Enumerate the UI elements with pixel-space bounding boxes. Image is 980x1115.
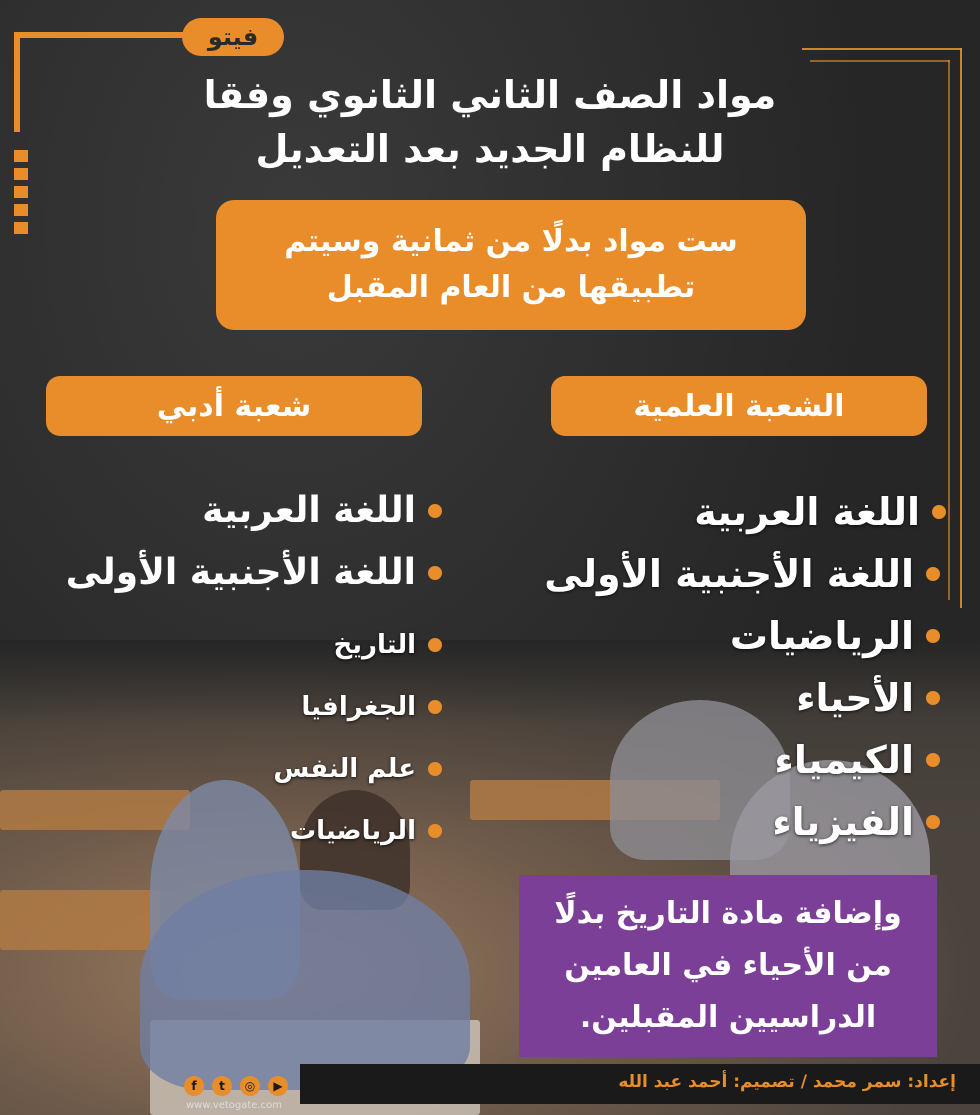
- subject-label: اللغة الأجنبية الأولى: [65, 552, 416, 593]
- frame-accent-top: [14, 32, 184, 38]
- bullet-icon: [926, 815, 940, 829]
- list-item: [730, 614, 940, 658]
- logo-text: فيتو: [207, 23, 259, 51]
- title-line-2: للنظام الجديد بعد التعديل: [255, 127, 725, 171]
- social-icons: [184, 1076, 288, 1096]
- bullet-icon: [926, 753, 940, 767]
- note-box: [519, 875, 937, 1057]
- bullet-icon: [926, 691, 940, 705]
- frame-dash: [14, 168, 28, 180]
- list-item: [333, 630, 442, 660]
- bullet-icon: [428, 762, 442, 776]
- list-item: [694, 490, 946, 534]
- frame-dash: [14, 150, 28, 162]
- subtitle-box: [216, 200, 806, 330]
- instagram-icon[interactable]: ◎: [240, 1076, 260, 1096]
- title-line-1: مواد الصف الثاني الثانوي وفقا: [203, 73, 777, 117]
- scientific-subjects-list: [486, 490, 946, 870]
- scientific-heading-label: الشعبة العلمية: [633, 388, 845, 424]
- subject-label: الجغرافيا: [301, 692, 416, 722]
- frame-accent-right-inner: [948, 60, 950, 600]
- bullet-icon: [926, 629, 940, 643]
- literary-heading-label: شعبة أدبي: [156, 388, 312, 424]
- logo: [182, 18, 284, 56]
- list-item: [796, 676, 940, 720]
- frame-accent-right: [960, 48, 962, 608]
- frame-dash: [14, 222, 28, 234]
- bullet-icon: [428, 504, 442, 518]
- subject-label: اللغة العربية: [694, 490, 920, 534]
- subject-label: علم النفس: [273, 754, 416, 784]
- list-item: [290, 816, 442, 846]
- bullet-icon: [428, 638, 442, 652]
- bullet-icon: [428, 824, 442, 838]
- list-item: [66, 552, 442, 593]
- subject-label: اللغة الأجنبية الأولى: [544, 552, 914, 596]
- youtube-icon[interactable]: ▶: [268, 1076, 288, 1096]
- list-item: [772, 800, 940, 844]
- subject-label: الفيزياء: [772, 800, 914, 844]
- subject-label: الكيمياء: [774, 738, 914, 782]
- list-item: [774, 738, 940, 782]
- bullet-icon: [926, 567, 940, 581]
- subtitle-line-2: تطبيقها من العام المقبل: [326, 270, 696, 305]
- page-title: [180, 68, 800, 176]
- credits: إعداد: سمر محمد / تصميم: أحمد عبد الله: [618, 1072, 956, 1092]
- frame-dash: [14, 186, 28, 198]
- scientific-branch-heading: [551, 376, 927, 436]
- note-line-1: وإضافة مادة التاريخ بدلًا: [554, 896, 902, 931]
- list-item: [202, 490, 442, 531]
- frame-accent-right-top-inner: [810, 60, 950, 62]
- list-item: [301, 692, 442, 722]
- bullet-icon: [932, 505, 946, 519]
- list-item: [544, 552, 940, 596]
- note-line-3: الدراسيين المقبلين.: [579, 1000, 877, 1035]
- subtitle-line-1: ست مواد بدلًا من ثمانية وسيتم: [284, 224, 738, 259]
- note-line-2: من الأحياء في العامين: [564, 948, 892, 983]
- website-link[interactable]: www.vetogate.com: [186, 1100, 282, 1111]
- subject-label: اللغة العربية: [202, 490, 416, 531]
- facebook-icon[interactable]: f: [184, 1076, 204, 1096]
- bullet-icon: [428, 566, 442, 580]
- literary-branch-heading: [46, 376, 422, 436]
- frame-accent-left: [14, 32, 20, 132]
- bullet-icon: [428, 700, 442, 714]
- subject-label: التاريخ: [333, 630, 416, 660]
- literary-subjects-list: [22, 490, 442, 870]
- subject-label: الرياضيات: [289, 816, 416, 846]
- frame-accent-right-top: [802, 48, 962, 50]
- subject-label: الأحياء: [796, 676, 914, 720]
- subject-label: الرياضيات: [729, 614, 914, 658]
- twitter-icon[interactable]: t: [212, 1076, 232, 1096]
- frame-dash: [14, 204, 28, 216]
- list-item: [273, 754, 442, 784]
